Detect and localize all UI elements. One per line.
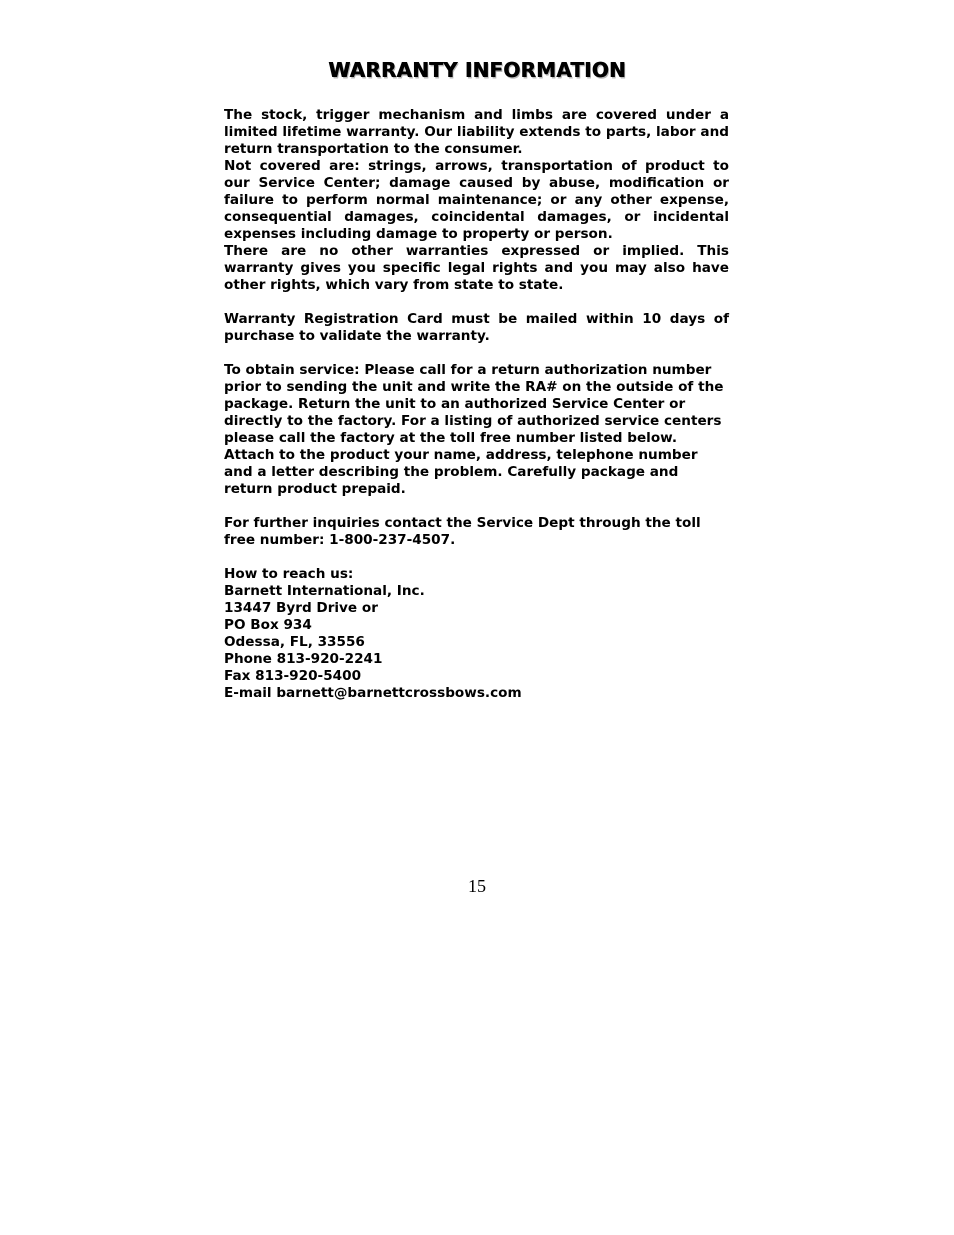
- warranty-body: [224, 107, 729, 702]
- city-state-zip: Odessa, FL, 33556: [224, 634, 365, 650]
- po-box: PO Box 934: [224, 617, 312, 633]
- company-name: Barnett International, Inc.: [224, 583, 425, 599]
- street-address: 13447 Byrd Drive or: [224, 600, 378, 616]
- no-other-warranties-paragraph: There are no other warranties expressed or implied. This warranty gives you specific legal rights and you may also have other rights, which vary from state to state.: [224, 243, 729, 293]
- email-address: E-mail barnett@barnettcrossbows.com: [224, 685, 522, 701]
- paragraph-spacer: [224, 549, 729, 566]
- coverage-paragraph: The stock, trigger mechanism and limbs are covered under a limited lifetime warranty. Our liability extends to parts, labor and return transportation to the consumer.: [224, 107, 729, 157]
- inquiries-paragraph: For further inquiries contact the Service Dept through the toll free number: 1-800-237-4507.: [224, 515, 701, 548]
- service-paragraph: To obtain service: Please call for a return authorization number prior to sending the unit and write the RA# on the outside of the package. Return the unit to an authorized Service Center or directly to the factory. For a listing of authorized service centers please call the factory at the toll free number listed below. Attach to the product your name, address, telephone number and a letter describing the problem. Carefully package and return product prepaid.: [224, 362, 724, 497]
- phone-number: Phone 813-920-2241: [224, 651, 383, 667]
- page-number: 15: [468, 876, 486, 896]
- paragraph-spacer: [224, 345, 729, 362]
- page-title: WARRANTY INFORMATION: [328, 58, 626, 82]
- registration-paragraph: Warranty Registration Card must be mailed within 10 days of purchase to validate the warranty.: [224, 311, 729, 344]
- not-covered-paragraph: Not covered are: strings, arrows, transportation of product to our Service Center; damage caused by abuse, modification or failure to perform normal maintenance; or any other expense, consequential damages, coincidental damages, or incidental expenses including damage to property or person.: [224, 158, 729, 242]
- fax-number: Fax 813-920-5400: [224, 668, 362, 684]
- paragraph-spacer: [224, 498, 729, 515]
- contact-heading: How to reach us:: [224, 566, 354, 582]
- paragraph-spacer: [224, 294, 729, 311]
- contact-block: [224, 566, 729, 702]
